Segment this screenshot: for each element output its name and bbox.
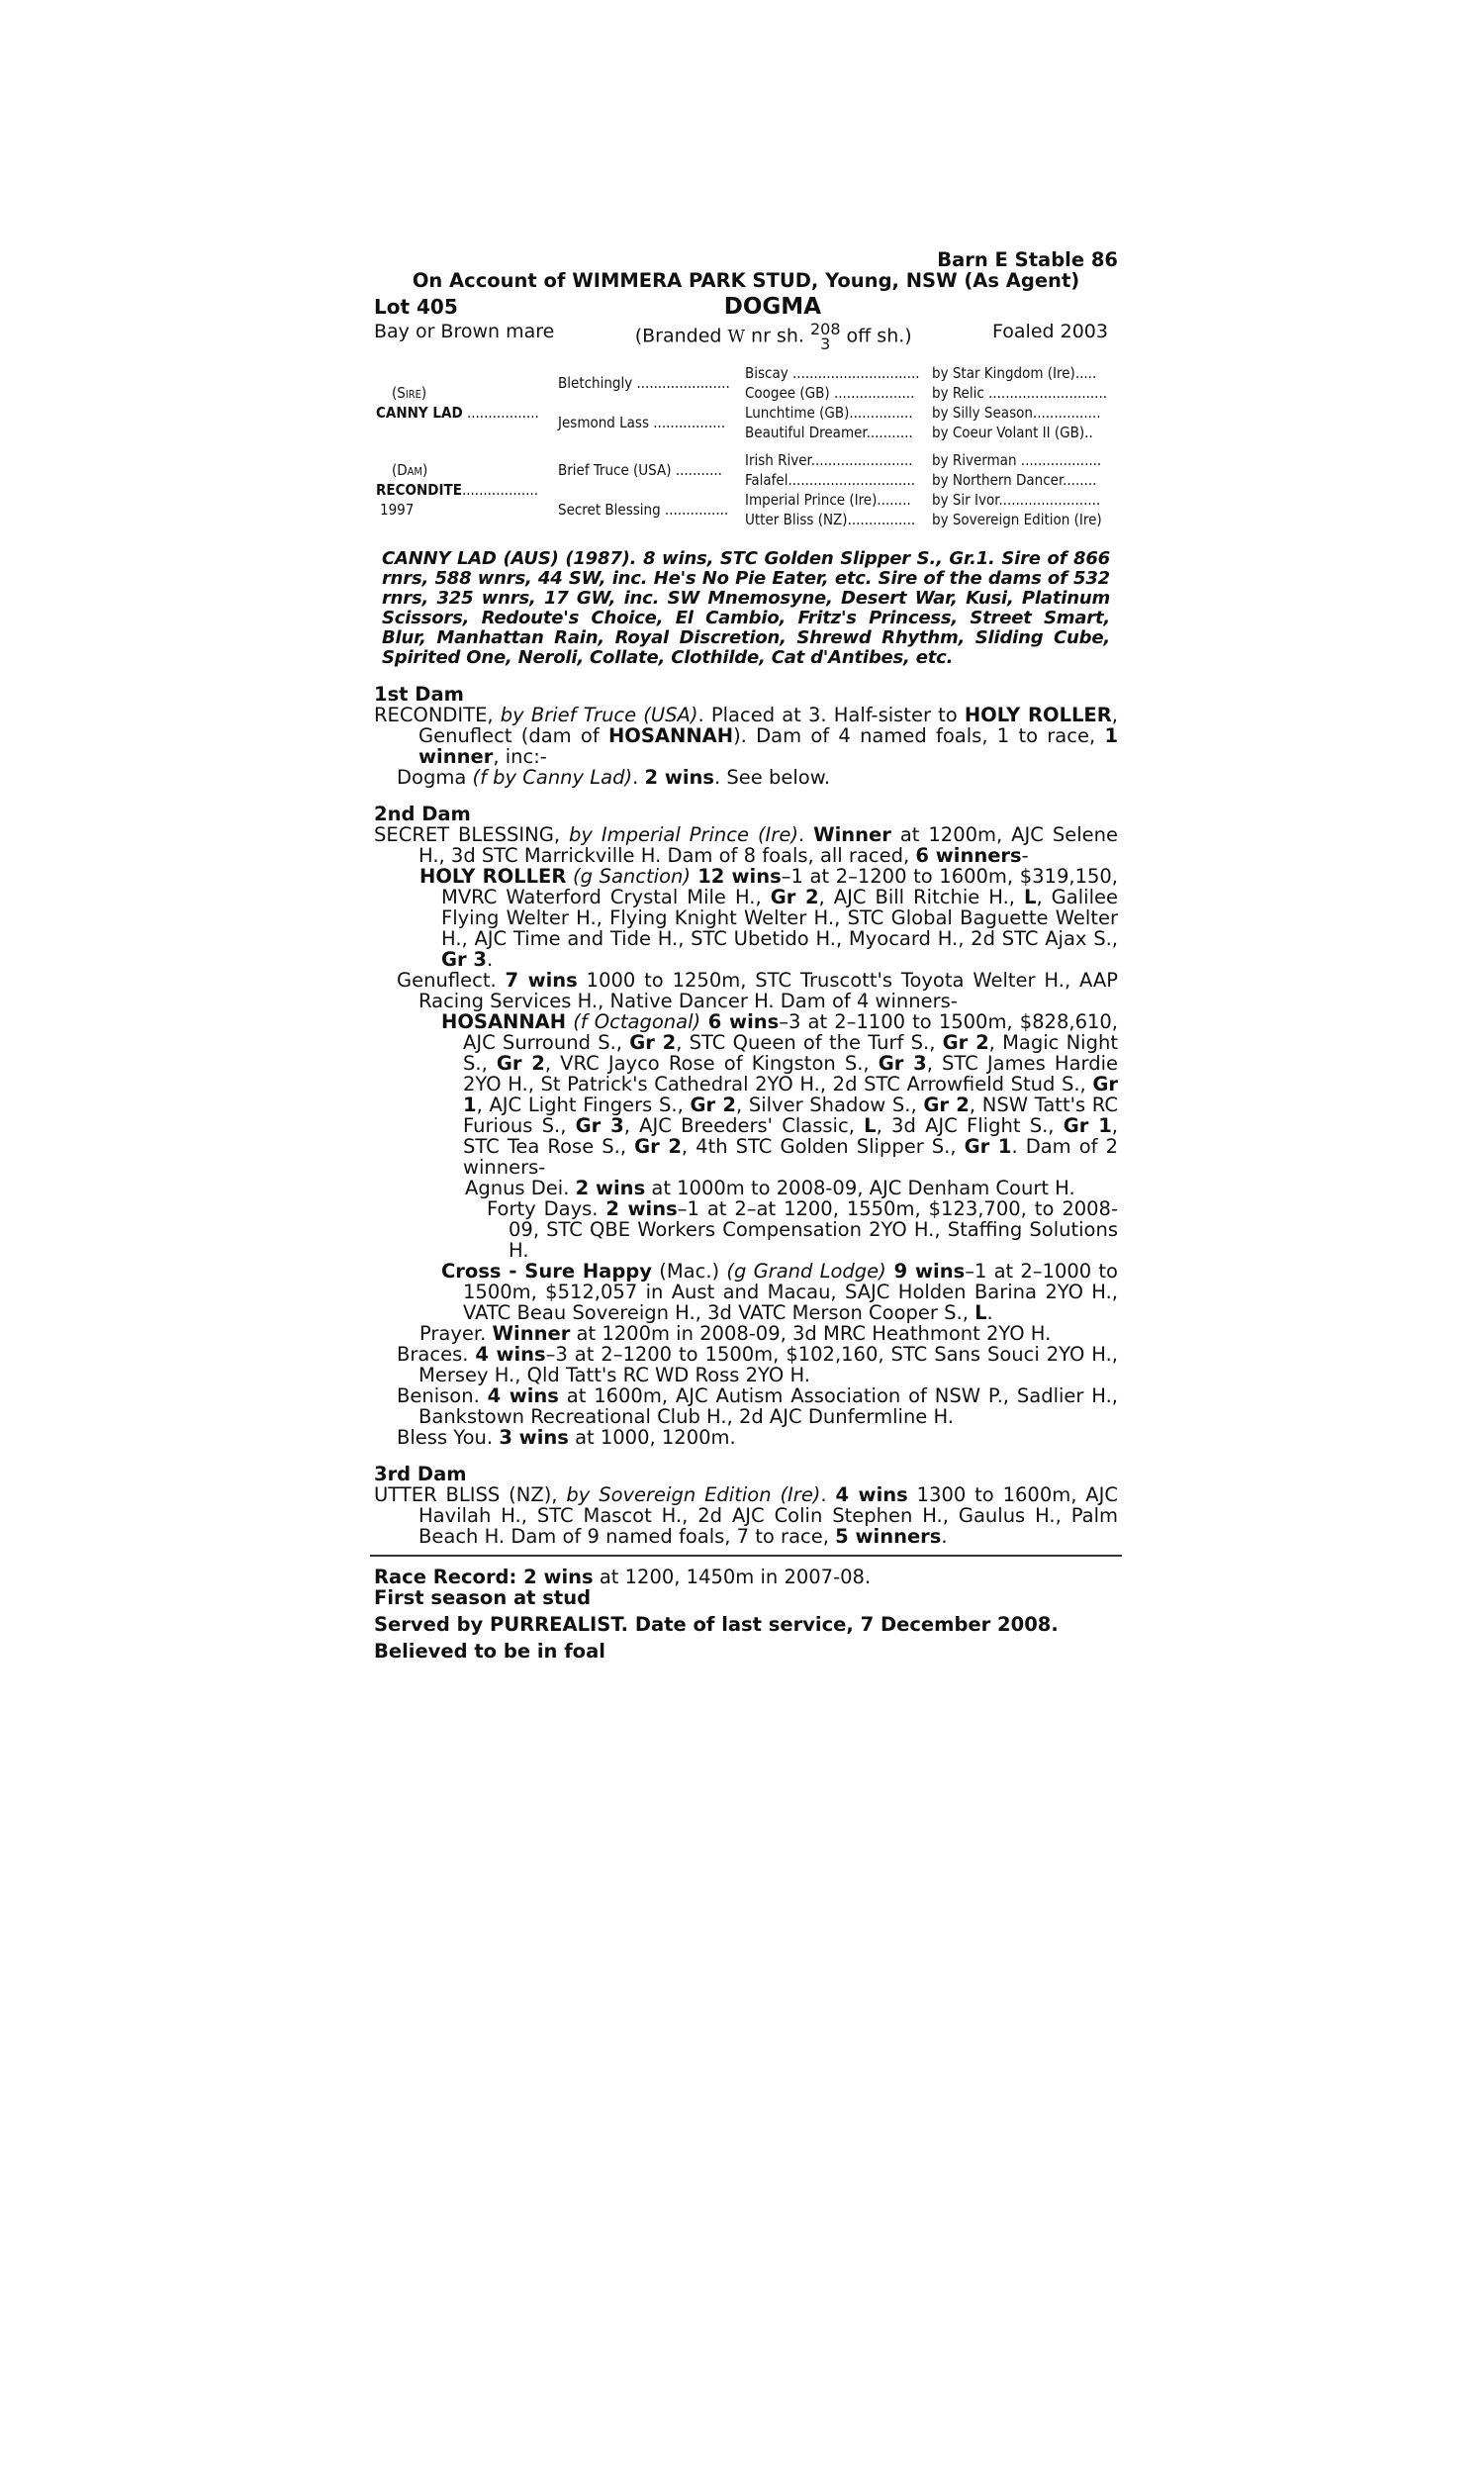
- progeny-bless-you: Bless You. 3 wins at 1000, 1200m.: [397, 1426, 736, 1449]
- second-dam-heading: 2nd Dam: [374, 803, 471, 825]
- served-by: Served by PURREALIST. Date of last service, 7 December 2008.: [374, 1613, 1059, 1636]
- barn-stable: Barn E Stable 86: [937, 248, 1118, 271]
- progeny-cross-sure-happy: Cross - Sure Happy (Mac.) (g Grand Lodge) 9 wins–1 at 2–1000 to 1500m, $512,057 in Aust and Macau, SAJC Holden Barina 2YO H., VATC Beau Sovereign H., 3d VATC Merson Cooper S., L.: [441, 1260, 1118, 1324]
- progeny-agnus-dei: Agnus Dei. 2 wins at 1000m to 2008-09, AJC Denham Court H.: [465, 1177, 1075, 1199]
- first-dam-heading: 1st Dam: [374, 683, 464, 706]
- dam-cell: (Dam) RECONDITE.................. 1997: [376, 461, 539, 519]
- lot-line: [374, 294, 1118, 320]
- details-line: [374, 322, 1118, 351]
- colour-sex: Bay or Brown mare: [374, 321, 555, 342]
- race-record: Race Record: 2 wins at 1200, 1450m in 2007-08.: [374, 1566, 872, 1588]
- brand-description: (Branded W nr sh. 208 3 off sh.): [634, 320, 912, 353]
- progeny-hosannah: HOSANNAH (f Octagonal) 6 wins–3 at 2–1100 to 1500m, $828,610, AJC Surround S., Gr 2, STC Queen of the Turf S., Gr 2, Magic Night S., Gr 2, VRC Jayco Rose of Kingston S., Gr 3, STC James Hardie 2YO H., St Patrick's Cathedral 2YO H., 2d STC Arrowfield Stud S., Gr 1, AJC Light Fingers S., Gr 2, Silver Shadow S., Gr 2, NSW Tatt's RC Furious S., Gr 3, AJC Breeders' Classic, L, 3d AJC Flight S., Gr 1, STC Tea Rose S., Gr 2, 4th STC Golden Slipper S., Gr 1. Dam of 2 winners-: [441, 1010, 1118, 1179]
- section-divider: [370, 1555, 1122, 1557]
- progeny-holy-roller: HOLY ROLLER (g Sanction) 12 wins–1 at 2–1200 to 1600m, $319,150, MVRC Waterford Crystal Mile H., Gr 2, AJC Bill Ritchie H., L, Galilee Flying Welter H., Flying Knight Welter H., STC Global Baguette Welter H., AJC Time and Tide H., STC Ubetido H., Myocard H., 2d STC Ajax S., Gr 3.: [419, 865, 1118, 971]
- progeny-braces: Braces. 4 wins–3 at 2–1200 to 1500m, $102,160, STC Sans Souci 2YO H., Mersey H., Qld Tatt's RC WD Ross 2YO H.: [397, 1343, 1119, 1386]
- brand-mark: W: [727, 327, 745, 347]
- third-dam-heading: 3rd Dam: [374, 1463, 467, 1485]
- vendor-account: On Account of WIMMERA PARK STUD, Young, NSW (As Agent): [412, 269, 1080, 292]
- sire-cell: (Sire) CANNY LAD .................: [376, 384, 539, 422]
- lot-number: Lot 405: [374, 295, 458, 319]
- sire-dam: Jesmond Lass .................: [558, 414, 726, 431]
- third-dam-entry: UTTER BLISS (NZ), by Sovereign Edition (Ire). 4 wins 1300 to 1600m, AJC Havilah H., STC Mascot H., 2d AJC Colin Stephen H., Gaulus H., Palm Beach H. Dam of 9 named foals, 7 to race, 5 winners.: [374, 1483, 1119, 1548]
- sire-sire: Bletchingly ......................: [558, 374, 730, 392]
- catalogue-page: [374, 249, 1118, 1662]
- first-dam-entry: RECONDITE, by Brief Truce (USA). Placed at 3. Half-sister to HOLY ROLLER, Genuflect (dam of HOSANNAH). Dam of 4 named foals, 1 to race, 1 winner, inc:-: [374, 704, 1119, 768]
- horse-name: DOGMA: [723, 294, 821, 320]
- progeny-forty-days: Forty Days. 2 wins–1 at 2–at 1200, 1550m, $123,700, to 2008-09, STC QBE Workers Compensation 2YO H., Staffing Solutions H.: [487, 1197, 1118, 1262]
- progeny-genuflect: Genuflect. 7 wins 1000 to 1250m, STC Truscott's Toyota Welter H., AAP Racing Services H., Native Dancer H. Dam of 4 winners-: [397, 969, 1118, 1012]
- foaled-year: Foaled 2003: [992, 321, 1108, 342]
- dam-dam: Secret Blessing ...............: [558, 501, 729, 519]
- second-dam-entry: SECRET BLESSING, by Imperial Prince (Ire). Winner at 1200m, AJC Selene H., 3d STC Marrickville H. Dam of 8 foals, all raced, 6 winners-: [374, 823, 1118, 867]
- foal-status: Believed to be in foal: [374, 1640, 605, 1663]
- progeny-benison: Benison. 4 wins at 1600m, AJC Autism Association of NSW P., Sadlier H., Bankstown Recreational Club H., 2d AJC Dunfermline H.: [397, 1384, 1119, 1428]
- progeny-prayer: Prayer. Winner at 1200m in 2008-09, 3d MRC Heathmont 2YO H.: [419, 1322, 1052, 1345]
- first-season: First season at stud: [374, 1586, 592, 1609]
- sire-summary: CANNY LAD (AUS) (1987). 8 wins, STC Golden Slipper S., Gr.1. Sire of 866 rnrs, 588 wnrs, 44 SW, inc. He's No Pie Eater, etc. Sire of the dams of 532 rnrs, 325 wnrs, 17 GW, inc. SW Mnemosyne, Desert War, Kusi, Platinum Scissors, Redoute's Choice, El Cambio, Fritz's Princess, Street Smart, Blur, Manhattan Rain, Royal Discretion, Shrewd Rhythm, Sliding Cube, Spirited One, Neroli, Collate, Clothilde, Cat d'Antibes, etc.: [382, 548, 1110, 668]
- pedigree-table: (Sire) CANNY LAD ................. Bletchingly ...................... Biscay .............................. by Star Kingdom (Ire)..... Coogee (GB) ................... by Relic ............................ Jesmond Lass ................. Lunchtime (GB)............... by Silly Season................ Beautiful Dreamer........... by Coeur Volant II (GB).. (Dam) RECONDITE.................. 1997 Brief Truce (USA) ........... Irish River........................ by Riverman ................... Falafel.............................. by Northern Dancer........ Secret Blessing ............... Imperial Prince (Ire)........ by Sir Ivor........................ Utter Bliss (NZ)................ by Sovereign Edition (Ire): [376, 364, 1108, 528]
- first-dam-foal: Dogma (f by Canny Lad). 2 wins. See below.: [397, 766, 831, 789]
- dam-sire: Brief Truce (USA) ...........: [558, 461, 722, 479]
- brand-number: 208 3: [809, 320, 841, 353]
